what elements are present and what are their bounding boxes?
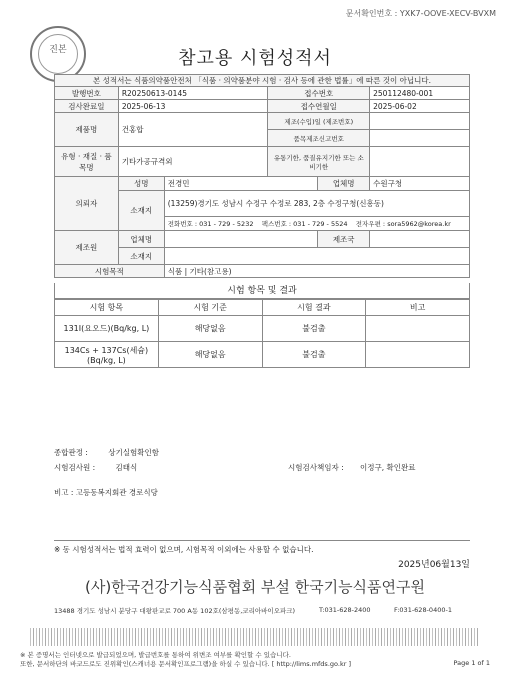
tester-line [54, 462, 137, 473]
result-value: 불검출 [262, 316, 366, 342]
maker-address-label: 소재지 [118, 248, 164, 265]
maker-country-label: 제조국 [318, 231, 370, 248]
document-confirmation-number: 문서확인번호 : YXK7-OOVE-XECV-BVXM [345, 9, 496, 18]
footer-note-2 [20, 659, 490, 668]
cert-date-label: 검사완료일 [55, 100, 119, 113]
issue-no-label: 발행번호 [55, 87, 119, 100]
organization-fax: F:031-628-0400-1 [394, 606, 452, 614]
product-label: 제품명 [55, 113, 119, 147]
expiry-label: 유통기한, 품질유지기한 또는 소비기한 [268, 147, 370, 177]
table-row [55, 316, 470, 342]
client-phone: 전화번호 : 031 - 729 - 5232 [167, 220, 254, 228]
client-name: 전경민 [164, 177, 318, 191]
organization-name: (사)한국건강기능식품협회 부설 한국기능식품연구원 [84, 578, 426, 596]
manager-label: 시험검사책임자 : [288, 463, 344, 472]
receipt-date: 2025-06-02 [370, 100, 470, 113]
mfg-date-label: 제조(수입)일 (제조번호) [268, 113, 370, 130]
divider [54, 540, 470, 541]
results-header-note: 비고 [366, 300, 470, 316]
results-section-title: 시험 항목 및 결과 [54, 283, 470, 299]
results-header-standard: 시험 기준 [158, 300, 262, 316]
mfg-date [370, 113, 470, 130]
maker-address [164, 248, 469, 265]
result-standard: 해당없음 [158, 316, 262, 342]
results-table [54, 299, 470, 368]
opinion: 상기실험확인함 [108, 448, 159, 457]
type-label: 유형 · 재질 · 품목명 [55, 147, 119, 177]
table-row [55, 342, 470, 368]
result-item: 134Cs + 137Cs(세슘) (Bq/kg, L) [55, 342, 159, 368]
results-header-result: 시험 결과 [262, 300, 366, 316]
manager: 이정구, 확인완료 [360, 463, 416, 472]
result-note [366, 316, 470, 342]
tester: 김태식 [115, 463, 138, 472]
result-value: 불검출 [262, 342, 366, 368]
manager-line [288, 462, 416, 473]
expiry [370, 147, 470, 177]
result-item: 131I(요오드)(Bq/kg, L) [55, 316, 159, 342]
report-no-label: 품목제조신고번호 [268, 130, 370, 147]
maker-label: 제조원 [55, 231, 119, 265]
report-no [370, 130, 470, 147]
organization-address: 13488 경기도 성남시 분당구 대왕판교로 700 A동 102호(삼평동,코리아바이오파크) [54, 607, 296, 615]
organization-address-line [54, 606, 470, 615]
type: 기타가공규격외 [118, 147, 268, 177]
footer-note-1: ※ 본 증명서는 인터넷으로 발급되었으며, 발급번호를 통하여 위변조 여부를 확인할 수 있습니다. [20, 651, 291, 659]
issue-no: R20250613-0145 [118, 87, 268, 100]
client-label: 의뢰자 [55, 177, 119, 231]
client-email: 전자우편 : sora5962@korea.kr [355, 220, 451, 228]
receipt-no-label: 접수번호 [268, 87, 370, 100]
client-company: 수원구청 [370, 177, 470, 191]
results-header-item: 시험 항목 [55, 300, 159, 316]
company-label: 업체명 [318, 177, 370, 191]
cert-date: 2025-06-13 [118, 100, 268, 113]
tester-label: 시험검사원 : [54, 463, 96, 472]
document-title: 참고용 시험성적서 [178, 48, 332, 69]
receipt-date-label: 접수연월일 [268, 100, 370, 113]
remark: 비고 : 고등동복지회관 경로식당 [54, 488, 158, 497]
product: 건홍합 [118, 113, 268, 147]
organization-tel: T:031-628-2400 [319, 606, 371, 614]
footer-note-2-text: 또한, 문서하단의 바코드로도 진위확인(스캐너용 문서확인프로그램)을 하실 수 있습니다. [ http://lims.mfds.go.kr ] [20, 660, 351, 668]
name-label: 성명 [118, 177, 164, 191]
results-header-row [55, 300, 470, 316]
receipt-no: 250112480-001 [370, 87, 470, 100]
purpose: 식품 | 기타(참고용) [164, 265, 469, 278]
client-fax: 팩스번호 : 031 - 729 - 5524 [261, 220, 348, 228]
result-note [366, 342, 470, 368]
result-standard: 해당없음 [158, 342, 262, 368]
client-address: (13259)경기도 성남시 수정구 수정로 283, 2층 수정구청(신흥동) [164, 191, 469, 217]
maker-company-label: 업체명 [118, 231, 164, 248]
verification-barcode [30, 628, 480, 646]
purpose-label: 시험목적 [55, 265, 165, 278]
notice-banner: 본 성적서는 식품의약품안전처 「식품 · 의약품분야 시험 · 검사 등에 관한 법률」에 따른 것이 아닙니다. [54, 74, 470, 86]
issue-date: 2025년06월13일 [398, 560, 470, 570]
page-number: Page 1 of 1 [453, 659, 490, 667]
authenticity-seal: 진본 [30, 26, 86, 82]
info-table [54, 86, 470, 278]
validity-note: ※ 동 시험성적서는 법적 효력이 없으며, 시험목적 이외에는 사용할 수 없습니다. [54, 545, 314, 554]
client-contact [164, 217, 469, 231]
opinion-line [54, 447, 159, 458]
maker-company [164, 231, 318, 248]
opinion-label: 종합판정 : [54, 448, 88, 457]
address-label: 소재지 [118, 191, 164, 231]
maker-country [370, 231, 470, 248]
